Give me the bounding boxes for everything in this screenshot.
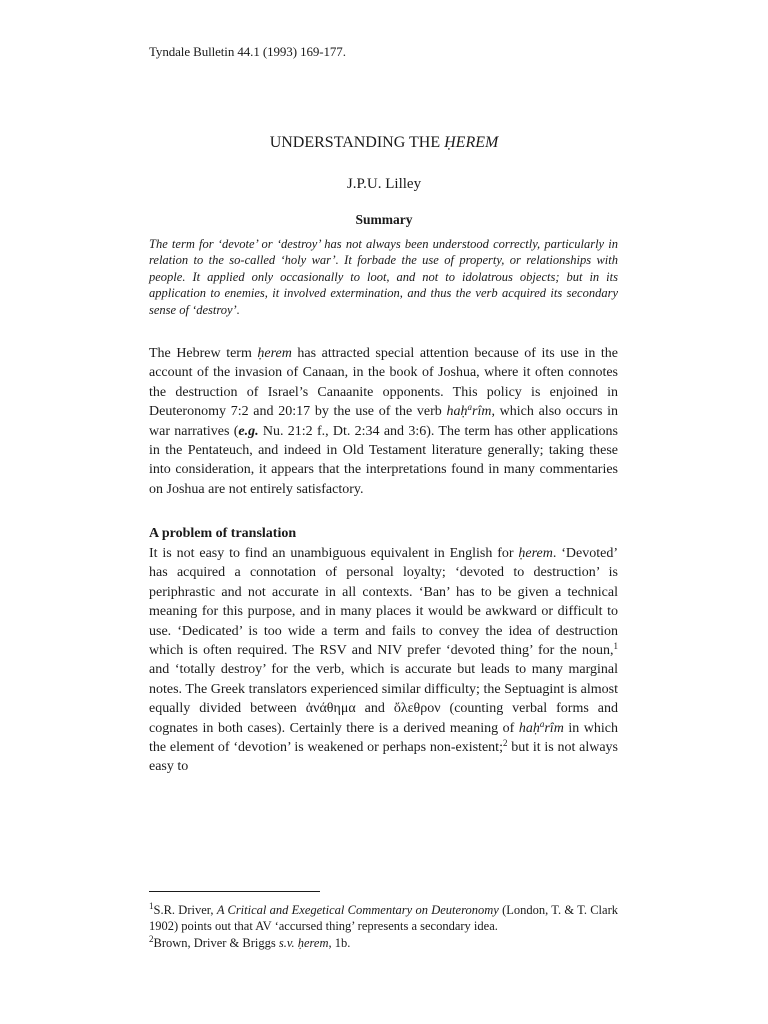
footnotes [149, 902, 618, 953]
footnote-2 [149, 935, 618, 951]
term-haharim [447, 404, 492, 419]
text-run: , which also occurs in war narratives ( [149, 404, 618, 439]
section-heading: A problem of translation [149, 526, 297, 541]
title-term: ḤEREM [444, 134, 499, 151]
summary-heading: Summary [355, 212, 413, 227]
text-run: has attracted special attention because of its use in the account of the invasion of Canaan, in the book of Joshua, where it often connotes the destruction of Israel’s Canaanite opponents. This policy is enjoined in Deuteronomy 7:2 and 20:17 by the use of the verb [149, 346, 618, 420]
text-run: (counting verbal forms and cognates in both cases). Certainly there is a derived meaning of [149, 701, 619, 736]
text-run: The Hebrew term [149, 346, 258, 361]
article-author: J.P.U. Lilley [346, 176, 422, 192]
text-run: but it is not always easy to [149, 740, 618, 775]
term-superscript: a [539, 718, 545, 729]
text-run: It is not easy to find an unambiguous equivalent in English for [149, 546, 519, 561]
text-run: S.R. Driver, [153, 903, 217, 917]
abbrev-eg: e.g. [238, 423, 259, 439]
greek-word-anathema: ἀνάθημα [305, 701, 356, 717]
term-herem: ḥerem [257, 346, 292, 361]
footnote-ref-1[interactable]: 1 [613, 641, 618, 652]
text-run: , 1b. [328, 936, 351, 951]
greek-word-olethron: ὄλεθρον [393, 701, 441, 717]
cited-entry: s.v. ḥerem [278, 936, 329, 951]
body-paragraph-1 [149, 344, 618, 499]
title-main: UNDERSTANDING THE [269, 134, 445, 151]
text-run: (London, T. & T. Clark 1902) points out that AV ‘accursed thing’ represents a secondary idea. [149, 903, 618, 934]
footnote-number: 1 [149, 901, 154, 911]
term-part: rîm [544, 720, 564, 736]
article-title [0, 134, 768, 152]
body-paragraph-2 [149, 544, 618, 777]
journal-reference: Tyndale Bulletin 44.1 (1993) 169-177. [149, 44, 346, 59]
footnote-divider [149, 891, 320, 892]
text-run: and ‘totally destroy’ for the verb, which is accurate but leads to many marginal notes. The Greek translators experienced similar difficulty; the Septuagint is almost equally divided between [149, 662, 618, 717]
term-part: haḥ [446, 404, 468, 420]
term-part: rîm [472, 404, 492, 420]
term-part: haḥ [518, 720, 540, 736]
text-run: . ‘Devoted’ has acquired a connotation of personal loyalty; ‘devoted to destruction’ is periphrastic and not accurate in all contexts. ‘Ban’ has to be given a technical meaning for this purpose, and in many places it would be awkward or difficult to use. ‘Dedicated’ is too wide a term and fails to convey the idea of destruction which is often required. The RSV and NIV prefer ‘devoted thing’ for the noun, [149, 546, 618, 659]
text-run: Nu. 21:2 f., Dt. 2:34 and 3:6). The term has other applications in the Pentateuch, and indeed in Old Testament literature generally; taking these into consideration, it appears that the interpretations found in many commentaries on Joshua are not entirely satisfactory. [149, 423, 619, 497]
footnote-number: 2 [149, 934, 154, 945]
cited-title: A Critical and Exegetical Commentary on Deuteronomy [216, 903, 499, 917]
text-run: in which the element of ‘devotion’ is weakened or perhaps non-existent; [149, 720, 618, 756]
term-herem: ḥerem [518, 546, 553, 561]
summary-text: The term for ‘devote’ or ‘destroy’ has not always been understood correctly, particularly in relation to the so-called ‘holy war’. It forbade the use of property, or relationships with people. It applied only occasionally to loot, and not to idolatrous objects; but in its application to enemies, it involved extermination, and thus the verb acquired its secondary sense of ‘destroy’. [149, 237, 618, 317]
footnote-ref-2[interactable]: 2 [502, 738, 508, 749]
text-run: Brown, Driver & Briggs [153, 936, 279, 951]
term-superscript: a [467, 402, 472, 413]
text-run: and [355, 701, 394, 717]
footnote-1 [149, 902, 618, 934]
term-haharim [518, 718, 564, 736]
